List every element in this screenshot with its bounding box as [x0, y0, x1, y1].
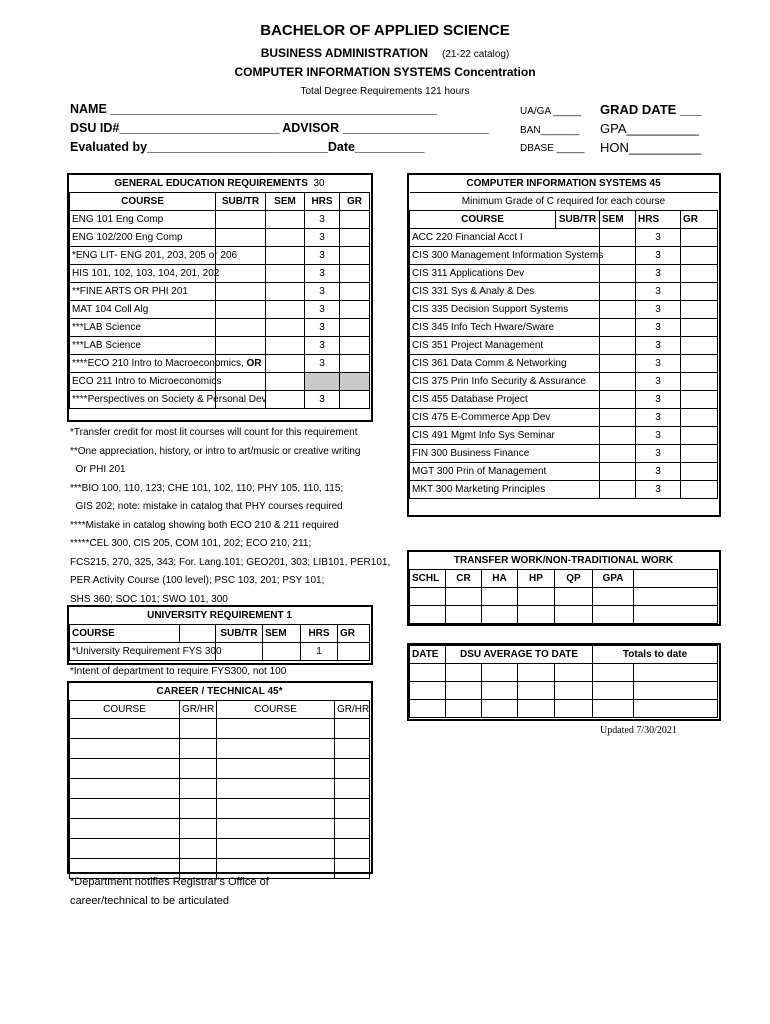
course-name: MKT 300 Marketing Principles: [410, 481, 600, 499]
gr-cell[interactable]: [340, 247, 370, 265]
course-name: ENG 101 Eng Comp: [70, 211, 216, 229]
catalog-year: (21-22 catalog): [442, 49, 510, 60]
gen-ed-note: ***BIO 100, 110, 123; CHE 101, 102, 110; PHY 105, 110, 115;: [70, 482, 344, 494]
gr-cell[interactable]: [681, 427, 718, 445]
hrs-cell: 3: [305, 283, 340, 301]
gr-cell[interactable]: [340, 283, 370, 301]
concentration: COMPUTER INFORMATION SYSTEMS Concentration: [234, 65, 536, 79]
table-row: [70, 229, 370, 247]
table-row: [410, 337, 718, 355]
gpa-field[interactable]: GPA__________: [600, 121, 699, 136]
table-row: [410, 265, 718, 283]
table-row: [70, 355, 370, 373]
hrs-cell: 3: [636, 301, 681, 319]
sem-cell[interactable]: [600, 481, 636, 499]
career-cell[interactable]: [217, 839, 335, 859]
course-name: CIS 345 Info Tech Hware/Sware: [410, 319, 600, 337]
career-cell[interactable]: [180, 799, 217, 819]
hrs-cell: 3: [636, 319, 681, 337]
career-note-1: *Department notifies Registrar's Office of: [70, 876, 269, 888]
hrs-cell: 3: [636, 229, 681, 247]
sem-cell[interactable]: [266, 229, 305, 247]
career-cell[interactable]: [180, 759, 217, 779]
gen-ed-note: **One appreciation, history, or intro to art/music or creative writing: [70, 445, 361, 457]
univ-note: *Intent of department to require FYS300, not 100: [70, 666, 287, 677]
sem-cell[interactable]: [600, 463, 636, 481]
career-col-grhr2: GR/HR: [335, 701, 370, 719]
gr-cell[interactable]: [681, 283, 718, 301]
sem-cell[interactable]: [600, 373, 636, 391]
table-row: [70, 839, 370, 859]
hrs-cell: 3: [305, 229, 340, 247]
course-name: ACC 220 Financial Acct I: [410, 229, 600, 247]
career-cell[interactable]: [70, 719, 180, 739]
transfer-table: [409, 552, 718, 624]
col-subtr: SUB/TR: [216, 193, 266, 211]
career-cell[interactable]: [217, 739, 335, 759]
univ-course: *University Requirement FYS 300: [70, 643, 216, 661]
career-cell[interactable]: [70, 759, 180, 779]
career-cell[interactable]: [335, 779, 370, 799]
gr-cell[interactable]: [681, 229, 718, 247]
sem-cell[interactable]: [266, 265, 305, 283]
table-row: [410, 247, 718, 265]
gr-cell[interactable]: [681, 445, 718, 463]
course-name: CIS 351 Project Management: [410, 337, 600, 355]
univ-col-hrs: HRS: [301, 625, 338, 643]
transfer-col-schl: SCHL: [410, 570, 446, 588]
hrs-cell: 3: [636, 391, 681, 409]
gr-cell[interactable]: [340, 265, 370, 283]
gen-ed-note: PER Activity Course (100 level); PSC 103, 201; PSY 101;: [70, 575, 325, 586]
gen-ed-note: GIS 202; note: mistake in catalog that PHY courses required: [70, 501, 343, 512]
gr-cell[interactable]: [681, 301, 718, 319]
career-cell[interactable]: [335, 719, 370, 739]
career-cell[interactable]: [70, 739, 180, 759]
cis-col-course: COURSE: [410, 211, 556, 229]
gr-cell[interactable]: [681, 337, 718, 355]
transfer-col-qp: QP: [555, 570, 593, 588]
career-cell[interactable]: [180, 819, 217, 839]
career-cell[interactable]: [335, 859, 370, 879]
table-row: [410, 409, 718, 427]
hon-field[interactable]: HON__________: [600, 140, 702, 155]
hrs-cell: 3: [305, 211, 340, 229]
cis-col-gr: GR: [681, 211, 718, 229]
cis-col-hrs: HRS: [636, 211, 681, 229]
course-name: CIS 300 Management Information Systems: [410, 247, 600, 265]
hrs-cell: 3: [305, 301, 340, 319]
total-hours: Total Degree Requirements 121 hours: [300, 86, 470, 97]
career-cell[interactable]: [335, 839, 370, 859]
career-cell[interactable]: [180, 779, 217, 799]
table-row: [70, 319, 370, 337]
gen-ed-note: FCS215, 270, 325, 343; For. Lang.101; GEO201, 303; LIB101, PER101,: [70, 556, 391, 568]
col-sem: SEM: [266, 193, 305, 211]
avg-date: DATE: [410, 646, 446, 664]
gen-ed-note: *****CEL 300, CIS 205, COM 101, 202; ECO 210, 211;: [70, 538, 312, 549]
hrs-cell: 3: [636, 373, 681, 391]
course-name: HIS 101, 102, 103, 104, 201, 202: [70, 265, 216, 283]
table-row: [70, 265, 370, 283]
course-name: CIS 361 Data Comm & Networking: [410, 355, 600, 373]
gen-ed-table: [69, 175, 370, 409]
subtr-cell[interactable]: [216, 337, 266, 355]
table-row: [70, 301, 370, 319]
course-name: ****Perspectives on Society & Personal Dev: [70, 391, 216, 409]
gr-cell[interactable]: [681, 265, 718, 283]
univ-title: UNIVERSITY REQUIREMENT 1: [70, 607, 370, 625]
sem-cell[interactable]: [600, 409, 636, 427]
gr-cell[interactable]: [681, 247, 718, 265]
gr-cell[interactable]: [681, 391, 718, 409]
hrs-cell: 3: [636, 409, 681, 427]
page-title: BACHELOR OF APPLIED SCIENCE: [260, 22, 510, 39]
subtr-cell[interactable]: [216, 265, 266, 283]
table-row: [70, 211, 370, 229]
gen-ed-notes: [70, 424, 390, 609]
sem-cell[interactable]: [266, 283, 305, 301]
table-row: [70, 719, 370, 739]
course-name: CIS 455 Database Project: [410, 391, 600, 409]
hrs-cell: 3: [636, 355, 681, 373]
course-name: CIS 375 Prin Info Security & Assurance: [410, 373, 600, 391]
table-row: [70, 799, 370, 819]
course-name: FIN 300 Business Finance: [410, 445, 600, 463]
program-name: BUSINESS ADMINISTRATION: [260, 46, 429, 60]
sem-cell[interactable]: [600, 265, 636, 283]
sem-cell[interactable]: [600, 247, 636, 265]
hrs-cell: 3: [636, 463, 681, 481]
table-row: [70, 779, 370, 799]
career-cell[interactable]: [217, 799, 335, 819]
table-row: [70, 283, 370, 301]
updated-date: Updated 7/30/2021: [600, 725, 677, 736]
career-note-2: career/technical to be articulated: [70, 895, 229, 907]
career-cell[interactable]: [70, 839, 180, 859]
gen-ed-note: Or PHI 201: [70, 464, 126, 475]
gen-ed-note: ****Mistake in catalog showing both ECO 210 & 211 required: [70, 519, 339, 531]
gr-cell[interactable]: [340, 229, 370, 247]
univ-col-gr: GR: [338, 625, 370, 643]
table-row: [410, 301, 718, 319]
name-field[interactable]: NAME _______________________________________________: [70, 102, 438, 116]
course-name: MGT 300 Prin of Management: [410, 463, 600, 481]
table-row: [70, 247, 370, 265]
course-name: ***LAB Science: [70, 319, 216, 337]
career-cell[interactable]: [217, 819, 335, 839]
sem-cell[interactable]: [600, 355, 636, 373]
hrs-cell: 3: [305, 247, 340, 265]
hrs-cell: 3: [636, 283, 681, 301]
career-cell[interactable]: [180, 739, 217, 759]
subtr-cell[interactable]: [216, 211, 266, 229]
hrs-cell: 3: [636, 337, 681, 355]
gr-cell[interactable]: [681, 409, 718, 427]
career-cell[interactable]: [70, 779, 180, 799]
avg-title: DSU AVERAGE TO DATE: [446, 646, 593, 664]
sem-cell[interactable]: [266, 391, 305, 409]
hrs-cell: 3: [305, 337, 340, 355]
gr-cell[interactable]: [681, 355, 718, 373]
table-row: [410, 319, 718, 337]
course-name: MAT 104 Coll Alg: [70, 301, 216, 319]
table-row: [70, 739, 370, 759]
career-cell[interactable]: [217, 719, 335, 739]
col-course: COURSE: [70, 193, 216, 211]
sem-cell[interactable]: [266, 301, 305, 319]
gr-cell[interactable]: [340, 391, 370, 409]
course-name: CIS 475 E-Commerce App Dev: [410, 409, 600, 427]
gen-ed-title: GENERAL EDUCATION REQUIREMENTS 30: [70, 175, 370, 193]
table-row: [70, 819, 370, 839]
sem-cell[interactable]: [600, 445, 636, 463]
gen-ed-note: SHS 360; SOC 101; SWO 101, 300: [70, 593, 228, 605]
career-notes: [70, 873, 269, 911]
career-title: CAREER / TECHNICAL 45*: [70, 683, 370, 701]
cis-title: COMPUTER INFORMATION SYSTEMS 45: [410, 175, 718, 193]
course-name: ENG 102/200 Eng Comp: [70, 229, 216, 247]
career-col-grhr: GR/HR: [180, 701, 217, 719]
table-row: [70, 759, 370, 779]
course-name: CIS 335 Decision Support Systems: [410, 301, 600, 319]
course-name: *ENG LIT- ENG 201, 203, 205 or 206: [70, 247, 216, 265]
hrs-cell: 3: [305, 319, 340, 337]
table-row: [70, 373, 370, 391]
hrs-cell: 3: [636, 247, 681, 265]
hrs-cell: 3: [305, 391, 340, 409]
career-cell[interactable]: [335, 819, 370, 839]
gen-ed-note: *Transfer credit for most lit courses will count for this requirement: [70, 427, 358, 438]
gr-cell[interactable]: [340, 211, 370, 229]
career-cell[interactable]: [335, 799, 370, 819]
univ-col-subtr: SUB/TR: [216, 625, 263, 643]
hrs-cell: 3: [636, 265, 681, 283]
table-row: [410, 355, 718, 373]
course-name: ****ECO 210 Intro to Macroeconomics, OR: [70, 355, 216, 373]
gr-cell[interactable]: [681, 319, 718, 337]
career-cell[interactable]: [335, 739, 370, 759]
sem-cell[interactable]: [266, 319, 305, 337]
transfer-col-ha: HA: [482, 570, 518, 588]
gr-cell[interactable]: [340, 373, 370, 391]
sem-cell[interactable]: [600, 319, 636, 337]
transfer-title: TRANSFER WORK/NON-TRADITIONAL WORK: [410, 552, 718, 570]
col-gr: GR: [340, 193, 370, 211]
career-cell[interactable]: [217, 759, 335, 779]
cis-table: [409, 175, 718, 499]
sem-cell[interactable]: [600, 229, 636, 247]
gr-cell[interactable]: [681, 373, 718, 391]
course-name: CIS 491 Mgmt Info Sys Seminar: [410, 427, 600, 445]
career-col-course: COURSE: [70, 701, 180, 719]
gr-cell[interactable]: [340, 355, 370, 373]
grad-date-field[interactable]: GRAD DATE ___: [600, 102, 702, 117]
gr-cell[interactable]: [340, 337, 370, 355]
gr-cell[interactable]: [340, 319, 370, 337]
career-table: [69, 683, 370, 879]
career-cell[interactable]: [70, 819, 180, 839]
table-row: [70, 643, 370, 661]
transfer-col-gpa: GPA: [593, 570, 634, 588]
dsu-advisor-field[interactable]: DSU ID#_______________________ ADVISOR _____________________: [70, 121, 489, 135]
table-row: [410, 445, 718, 463]
hrs-cell: 3: [305, 265, 340, 283]
table-row: [410, 283, 718, 301]
career-cell[interactable]: [180, 719, 217, 739]
course-name: CIS 311 Applications Dev: [410, 265, 600, 283]
subtr-cell[interactable]: [216, 283, 266, 301]
table-row: [410, 481, 718, 499]
hrs-cell: 3: [636, 481, 681, 499]
sem-cell[interactable]: [266, 211, 305, 229]
career-cell[interactable]: [335, 759, 370, 779]
table-row: [410, 229, 718, 247]
ban-field[interactable]: BAN_______: [520, 125, 580, 136]
cis-col-sem: SEM: [600, 211, 636, 229]
col-hrs: HRS: [305, 193, 340, 211]
gr-cell[interactable]: [340, 301, 370, 319]
sem-cell[interactable]: [600, 427, 636, 445]
sem-cell[interactable]: [600, 337, 636, 355]
hrs-cell: [305, 373, 340, 391]
course-name: ***LAB Science: [70, 337, 216, 355]
uaga-field[interactable]: UA/GA _____: [520, 106, 582, 117]
career-cell[interactable]: [217, 779, 335, 799]
gr-cell[interactable]: [681, 463, 718, 481]
table-row: [410, 427, 718, 445]
sem-cell[interactable]: [266, 355, 305, 373]
career-col-course2: COURSE: [217, 701, 335, 719]
univ-hrs: 1: [301, 643, 338, 661]
subtr-cell[interactable]: [216, 301, 266, 319]
gr-cell[interactable]: [681, 481, 718, 499]
sem-cell[interactable]: [266, 373, 305, 391]
table-row: [410, 391, 718, 409]
table-row: [70, 337, 370, 355]
career-cell[interactable]: [180, 839, 217, 859]
program-line: [0, 46, 770, 60]
subtr-cell[interactable]: [216, 229, 266, 247]
hrs-cell: 3: [305, 355, 340, 373]
average-table: [409, 645, 718, 718]
table-row: [410, 373, 718, 391]
avg-totals: Totals to date: [593, 646, 718, 664]
course-name: CIS 331 Sys & Analy & Des: [410, 283, 600, 301]
subtr-cell[interactable]: [216, 373, 266, 391]
cis-subtitle: Minimum Grade of C required for each course: [410, 193, 718, 211]
hrs-cell: 3: [636, 445, 681, 463]
dbase-field[interactable]: DBASE _____: [520, 143, 585, 154]
course-name: **FINE ARTS OR PHI 201: [70, 283, 216, 301]
sem-cell[interactable]: [266, 337, 305, 355]
sem-cell[interactable]: [600, 283, 636, 301]
sem-cell[interactable]: [600, 301, 636, 319]
transfer-col-cr: CR: [446, 570, 482, 588]
univ-table: [69, 607, 370, 661]
course-name: ECO 211 Intro to Microeconomics: [70, 373, 216, 391]
transfer-col-hp: HP: [518, 570, 555, 588]
cis-col-subtr: SUB/TR: [556, 211, 600, 229]
univ-col-sem: SEM: [263, 625, 301, 643]
career-cell[interactable]: [70, 799, 180, 819]
table-row: [70, 391, 370, 409]
hrs-cell: 3: [636, 427, 681, 445]
subtr-cell[interactable]: [216, 319, 266, 337]
sem-cell[interactable]: [600, 391, 636, 409]
sem-cell[interactable]: [266, 247, 305, 265]
evaluated-field[interactable]: Evaluated by__________________________Date__________: [70, 140, 425, 154]
table-row: [410, 463, 718, 481]
univ-col-course: COURSE: [70, 625, 180, 643]
